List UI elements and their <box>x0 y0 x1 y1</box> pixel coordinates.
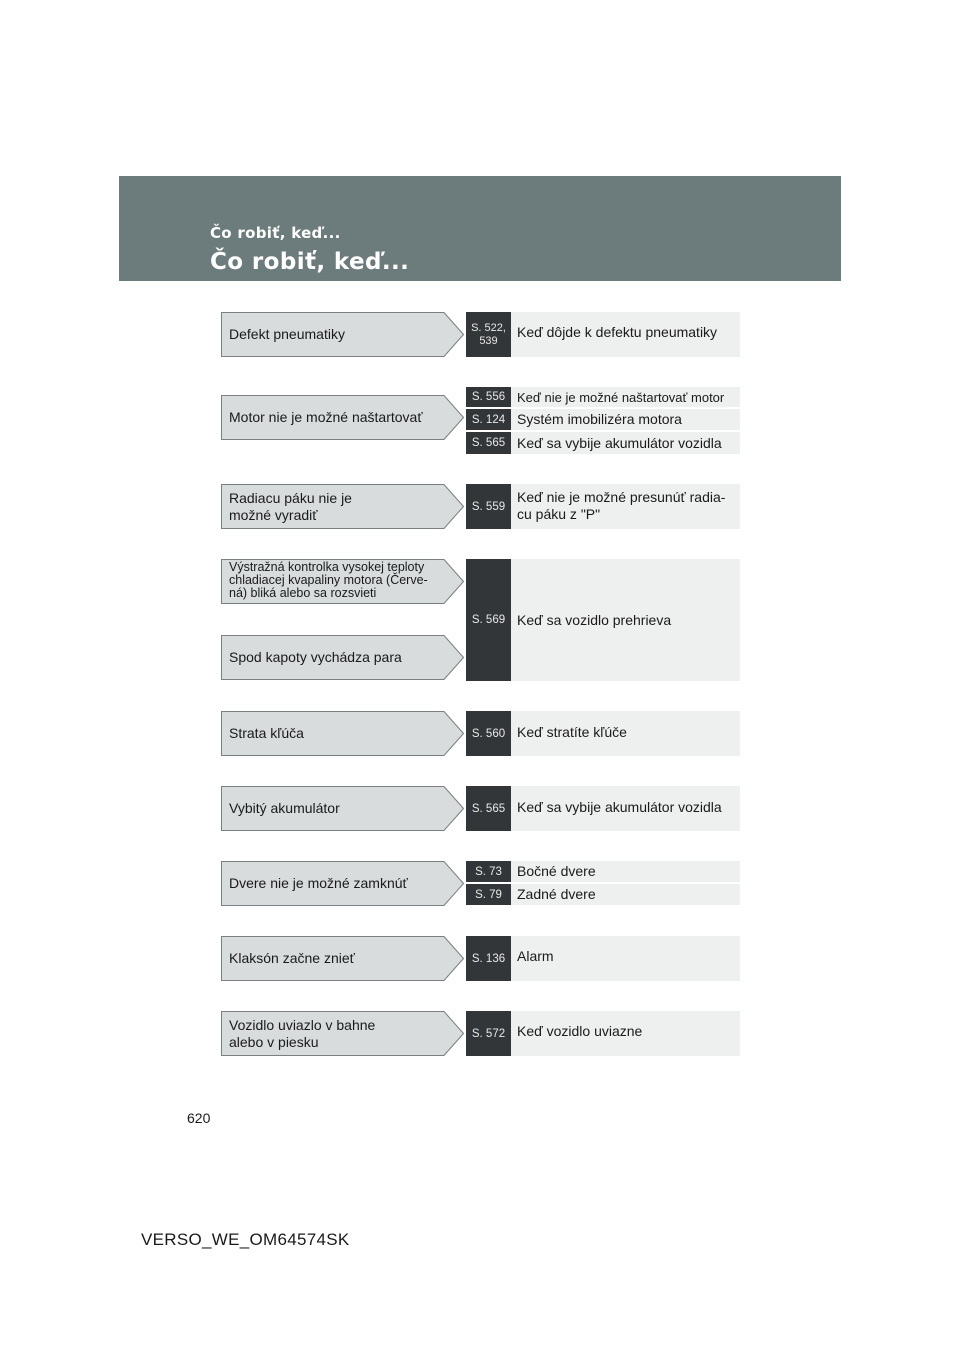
condition-box <box>221 861 464 906</box>
condition-text <box>229 559 436 604</box>
condition-box <box>221 635 464 680</box>
condition-line: Výstražná kontrolka vysokej teploty <box>229 560 425 574</box>
page-reference[interactable]: S. 124 <box>466 409 511 430</box>
page-reference[interactable]: S. 569 <box>466 559 511 681</box>
page-reference[interactable]: S. 560 <box>466 711 511 756</box>
condition-line: Radiacu páku nie je <box>229 489 352 506</box>
condition-text: Dvere nie je možné zamknúť <box>229 875 408 891</box>
solution-text <box>511 484 740 529</box>
condition-box <box>221 786 464 831</box>
condition-text: Spod kapoty vychádza para <box>229 649 402 665</box>
solution-line: cu páku z "P" <box>517 506 601 522</box>
condition-text <box>229 484 436 529</box>
page-reference-line: 539 <box>479 334 498 347</box>
solution-text: Keď sa vybije akumulátor vozidla <box>511 432 740 454</box>
section-header <box>119 176 841 281</box>
document-code: VERSO_WE_OM64574SK <box>141 1230 350 1249</box>
page-reference[interactable]: S. 556 <box>466 387 511 407</box>
solution-text: Keď sa vozidlo prehrieva <box>511 559 740 681</box>
condition-box <box>221 395 464 440</box>
solution-text: Bočné dvere <box>511 861 740 882</box>
page-reference[interactable] <box>466 312 511 357</box>
page-reference[interactable]: S. 73 <box>466 861 511 882</box>
condition-line: možné vyradiť <box>229 506 318 523</box>
solution-text: Keď stratíte kľúče <box>511 711 740 756</box>
section-label: Čo robiť, keď... <box>210 224 341 242</box>
condition-text: Strata kľúča <box>229 725 304 741</box>
page-reference[interactable]: S. 559 <box>466 484 511 529</box>
condition-line: Vozidlo uviazlo v bahne <box>229 1016 376 1033</box>
page-reference[interactable]: S. 565 <box>466 432 511 454</box>
condition-box <box>221 711 464 756</box>
condition-box <box>221 1011 464 1056</box>
condition-box <box>221 312 464 357</box>
solution-text: Keď nie je možné naštartovať motor <box>511 387 740 407</box>
condition-text: Defekt pneumatiky <box>229 326 345 342</box>
condition-box <box>221 936 464 981</box>
condition-text: Motor nie je možné naštartovať <box>229 409 423 425</box>
page-reference[interactable]: S. 136 <box>466 936 511 981</box>
condition-box <box>221 559 464 604</box>
page-number: 620 <box>187 1110 211 1126</box>
page-reference[interactable]: S. 572 <box>466 1011 511 1056</box>
condition-text: Vybitý akumulátor <box>229 800 340 816</box>
page-title: Čo robiť, keď... <box>210 249 410 275</box>
condition-line: alebo v piesku <box>229 1033 319 1050</box>
page-reference[interactable]: S. 79 <box>466 884 511 905</box>
solution-text: Keď vozidlo uviazne <box>511 1011 740 1056</box>
solution-text: Keď dôjde k defektu pneumatiky <box>511 312 740 357</box>
page-reference[interactable]: S. 565 <box>466 786 511 831</box>
condition-line: chladiacej kvapaliny motora (Červe- <box>229 573 428 587</box>
solution-text: Keď sa vybije akumulátor vozidla <box>511 786 740 831</box>
solution-text: Alarm <box>511 936 740 981</box>
condition-line: ná) bliká alebo sa rozsvieti <box>229 586 377 600</box>
condition-text: Klaksón začne znieť <box>229 950 355 966</box>
solution-text: Zadné dvere <box>511 884 740 905</box>
solution-line: Keď nie je možné presunúť radia- <box>517 489 726 505</box>
condition-text <box>229 1011 436 1056</box>
solution-text: Systém imobilizéra motora <box>511 409 740 430</box>
page-reference-line: S. 522, <box>471 321 506 334</box>
condition-box <box>221 484 464 529</box>
